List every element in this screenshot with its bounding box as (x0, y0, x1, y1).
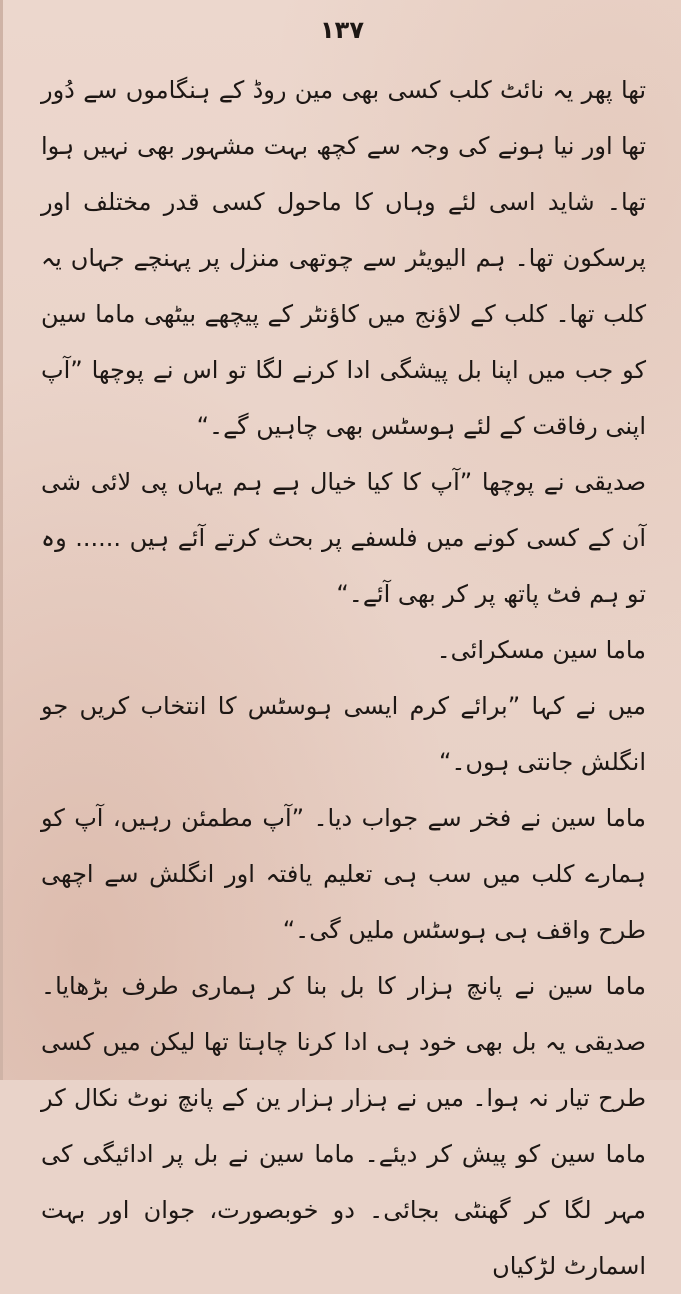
paragraph-1: تھا پھر یہ نائٹ کلب کسی بھی مین روڈ کے ہنگاموں سے دُور تھا اور نیا ہونے کی وجہ سے کچھ بہت مشہور بھی نہیں ہوا تھا۔ شاید اسی لئے وہاں کا ماحول کسی قدر مختلف اور پرسکون تھا۔ ہم الیویٹر سے چوتھی منزل پر پہنچے جہاں یہ کلب تھا۔ کلب کے لاؤنج میں کاؤنٹر کے پیچھے بیٹھی ماما سین کو جب میں اپنا بل پیشگی ادا کرنے لگا تو اس نے پوچھا ”آپ اپنی رفاقت کے لئے ہوسٹس بھی چاہیں گے۔“ (41, 76, 646, 440)
paragraph-3: ماما سین مسکرائی۔ (436, 636, 646, 664)
paragraph-6: ماما سین نے پانچ ہزار کا بل بنا کر ہماری طرف بڑھایا۔ صدیقی یہ بل بھی خود ہی ادا کرنا چاہتا تھا لیکن میں کسی طرح تیار نہ ہوا۔ میں نے ہزار ہزار ین کے پانچ نوٹ نکال کر ماما سین کو پیش کر دیئے۔ ماما سین نے بل پر ادائیگی کی مہر لگا کر گھنٹی بجائی۔ دو خوبصورت، جوان اور بہت اسمارٹ لڑکیاں (41, 972, 646, 1280)
paragraph-2: صدیقی نے پوچھا ”آپ کا کیا خیال ہے ہم یہاں پی لائی شی آن کے کسی کونے میں فلسفے پر بحث کرتے آئے ہیں ...... وہ تو ہم فٹ پاتھ پر کر بھی آئے۔“ (41, 468, 646, 608)
page-number: ۱۳۷ (320, 16, 364, 44)
paragraph-4: میں نے کہا ”برائے کرم ایسی ہوسٹس کا انتخاب کریں جو انگلش جانتی ہوں۔“ (41, 692, 646, 776)
paragraph-5: ماما سین نے فخر سے جواب دیا۔ ”آپ مطمئن رہیں، آپ کو ہمارے کلب میں سب ہی تعلیم یافتہ اور انگلش سے اچھی طرح واقف ہی ہوسٹس ملیں گی۔“ (41, 804, 646, 944)
page-body (41, 62, 646, 1294)
